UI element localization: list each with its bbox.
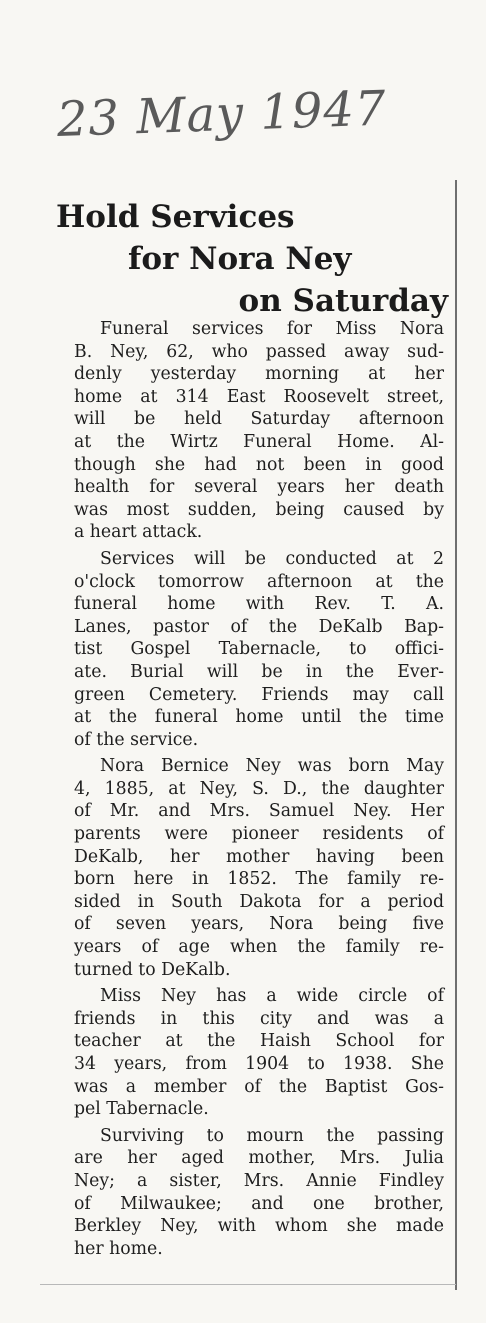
article-line: are her aged mother, Mrs. Julia (74, 1148, 444, 1169)
article-line: 4, 1885, at Ney, S. D., the daughter (74, 778, 444, 799)
article-line: sided in South Dakota for a period (74, 891, 444, 912)
article-line: teacher at the Haish School for (74, 1031, 444, 1052)
article-line: tist Gospel Tabernacle, to offici- (74, 639, 444, 660)
article-line: Services will be conducted at 2 (100, 548, 444, 569)
headline (50, 196, 450, 322)
article-line: home at 314 East Roosevelt street, (74, 386, 444, 407)
article-line: will be held Saturday afternoon (74, 409, 444, 430)
article-line: friends in this city and was a (74, 1008, 444, 1029)
article-line: of the service. (74, 729, 199, 750)
clipping-edge-right (455, 180, 457, 1290)
headline-line-1: Hold Services (56, 199, 295, 235)
article-line: though she had not been in good (74, 454, 444, 475)
article-line: of seven years, Nora being five (74, 914, 444, 935)
article-line: years of age when the family re- (74, 937, 444, 958)
handwritten-date: 23 May 1947 (56, 80, 388, 148)
article-line: Miss Ney has a wide circle of (100, 986, 444, 1007)
article-line: parents were pioneer residents of (74, 824, 444, 845)
article-paragraph (48, 548, 444, 751)
article-line: 34 years, from 1904 to 1938. She (74, 1054, 444, 1074)
article-line: health for several years her death (74, 477, 444, 498)
article-line: Lanes, pastor of the DeKalb Bap- (74, 616, 444, 637)
article-line: was most sudden, being caused by (74, 499, 444, 520)
clipping-edge-bottom (40, 1284, 456, 1285)
article-line: denly yesterday morning at her (74, 364, 444, 385)
article-line: o'clock tomorrow afternoon at the (74, 571, 444, 592)
article-paragraph (48, 318, 444, 544)
article-body (48, 318, 444, 1264)
headline-line-2: for Nora Ney (128, 241, 352, 277)
article-line: at the Wirtz Funeral Home. Al- (74, 431, 444, 452)
article-line: of Milwaukee; and one brother, (74, 1193, 444, 1214)
article-paragraph (48, 755, 444, 981)
article-line: was a member of the Baptist Gos- (74, 1076, 444, 1097)
article-line: turned to DeKalb. (74, 959, 231, 980)
article-line: at the funeral home until the time (74, 707, 444, 728)
article-line: funeral home with Rev. T. A. (74, 594, 444, 615)
article-paragraph (48, 1125, 444, 1261)
article-line: Ney; a sister, Mrs. Annie Findley (74, 1170, 444, 1191)
article-line: a heart attack. (74, 522, 203, 543)
article-line: pel Tabernacle. (74, 1099, 209, 1120)
article-line: Berkley Ney, with whom she made (74, 1216, 444, 1237)
article-paragraph (48, 985, 444, 1121)
article-line: ate. Burial will be in the Ever- (74, 661, 444, 682)
article-line: Funeral services for Miss Nora (100, 319, 444, 339)
article-line: of Mr. and Mrs. Samuel Ney. Her (74, 801, 444, 822)
article-line: Surviving to mourn the passing (100, 1125, 444, 1146)
article-line: Nora Bernice Ney was born May (100, 756, 444, 777)
headline-line-3: on Saturday (238, 283, 448, 319)
article-line: born here in 1852. The family re- (74, 869, 444, 890)
article-line: her home. (74, 1238, 163, 1259)
article-line: DeKalb, her mother having been (74, 846, 444, 867)
article-line: B. Ney, 62, who passed away sud- (74, 341, 444, 362)
article-line: green Cemetery. Friends may call (74, 684, 444, 705)
